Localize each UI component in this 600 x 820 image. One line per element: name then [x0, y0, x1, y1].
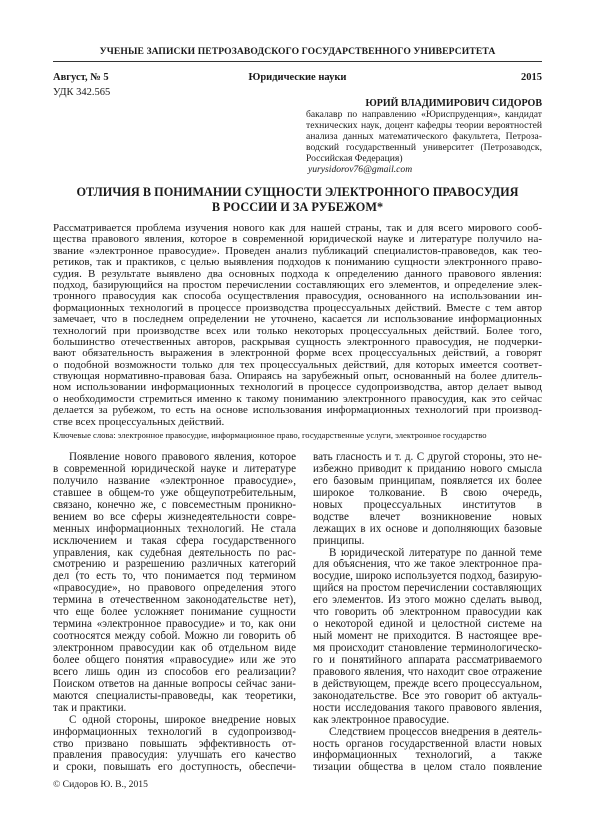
text-line: В юридической литературе по данной теме — [329, 547, 542, 559]
text-line: в современной юридической науке и литературе — [53, 463, 296, 475]
text-line: новых процессуальных институтов в — [313, 499, 542, 511]
text-line: его базовым принципам, появляется их более — [313, 475, 542, 487]
text-line: информационных технологий в судопроизвод- — [53, 726, 296, 738]
text-line: дел (то есть то, что понимается под термином — [53, 571, 296, 583]
text-line: управления, как судебная деятельность по рас- — [53, 547, 296, 559]
text-line: го и понятийного аппарата рассматриваемого — [313, 654, 542, 666]
text-line: С одной стороны, широкое внедрение новых — [69, 714, 296, 726]
text-line: ствующая нормативно-правовая база. Опираясь на зарубежный опыт, основанный на более длитель- — [53, 371, 542, 383]
text-line: «правосудие», но правового определения этого — [53, 583, 296, 595]
text-line: ности исследования такого правового явления, — [313, 702, 542, 714]
title-line: В РОССИИ И ЗА РУБЕЖОМ* — [211, 200, 384, 214]
text-line: подход, базирующийся на простом перечислении составляющих его элементов, и определение элек- — [53, 279, 542, 291]
author-email[interactable]: yurysidorov76@gmail.com — [308, 164, 413, 175]
affiliation-line: бакалавр по направлению «Юриспруденция», кандидат — [306, 109, 542, 120]
text-line: менных информационных технологий. Не стала — [53, 523, 296, 535]
text-line: лежащих в их основе и дополняющих базовые — [313, 523, 542, 535]
text-line: так и практики. — [53, 702, 127, 714]
text-line: Рассматривается проблема изучения нового как для нашей страны, так и для всего мирового сооб- — [53, 223, 542, 234]
text-line: тизации общества в целом стало появление — [313, 762, 542, 774]
text-line: большинство отечественных авторов, раскрывая сущность электронного правосудия, не подчерки- — [53, 336, 542, 348]
text-line: Появление нового правового явления, которое — [69, 452, 296, 463]
left-column — [53, 452, 296, 774]
text-line: и сроки, повышать его доступность, обеспечи- — [53, 762, 296, 774]
text-line: что еще более усложняет понимание сущности — [53, 607, 296, 619]
journal-title: УЧЕНЫЕ ЗАПИСКИ ПЕТРОЗАВОДСКОГО ГОСУДАРСТВЕННОГО УНИВЕРСИТЕТА — [99, 46, 496, 57]
text-line: стве всех процессуальных действий. — [53, 416, 225, 428]
copyright: © Сидоров Ю. В., 2015 — [53, 779, 148, 790]
issue-label: Август, № 5 — [53, 72, 109, 83]
text-line: щества правового явления, которое в современной юридической науке и литературе получило на- — [53, 234, 542, 246]
text-line: соотносятся между собой. Можно ли говорить об — [53, 631, 296, 643]
text-line: что говорить об электронном правосудии как — [313, 607, 542, 619]
text-line: маются специалисты-правоведы, как теоретики, — [53, 690, 296, 702]
text-line: информационных технологий, а также — [313, 750, 542, 762]
text-line: водстве влечет возникновение новых — [313, 511, 542, 523]
text-line: Следствием процессов внедрения в деятель- — [329, 726, 542, 738]
text-line: восудие, широко используется подход, базирую- — [313, 571, 542, 583]
text-line: как электронное правосудие. — [313, 714, 450, 726]
text-line: о некоторой единой и целостной системе на — [313, 619, 542, 631]
text-line: широкое толкование. В свою очередь, — [313, 487, 542, 499]
keywords: Ключевые слова: электронное правосудие, информационное право, государственные услуги, электронное государство — [53, 430, 487, 440]
text-line: мя происходит становление терминологическо- — [313, 643, 542, 654]
text-line: смотрению и разрешению различных категорий — [53, 559, 296, 571]
text-line: ном использовании информационных технологий в процессе судопроизводства, автор делает вывод — [53, 382, 542, 394]
affiliation-line: водский государственный университет (Петрозаводск, — [306, 142, 542, 153]
right-column — [313, 452, 542, 774]
text-line: связано, конечно же, с повсеместным проникно- — [53, 499, 296, 511]
text-line: вают обязательность выражения в электронной форме всех процессуальных действий, а говорят — [53, 348, 542, 360]
year-label: 2015 — [521, 72, 542, 83]
header-divider — [53, 61, 542, 62]
text-line: вать гласность и т. д. С другой стороны, это не- — [313, 452, 542, 463]
text-line: щийся на простом перечислении составляющих — [313, 583, 542, 595]
text-line: его элементов. Из этого можно сделать вывод, — [313, 595, 542, 607]
text-line: электронном правосудии как об отдельном виде — [53, 643, 296, 654]
text-line: правового явления, что находит свое отражение — [313, 666, 542, 678]
text-line: получило название «электронное правосудие», — [53, 475, 296, 487]
text-line: замечает, что в последнем определении не уточнено, касается ли использование информационных — [53, 314, 542, 326]
text-line: Поиском ответов на данные вопросы сейчас зани- — [53, 678, 296, 690]
text-line: избежно приводит к приданию нового смысла — [313, 463, 542, 475]
text-line: правления правосудия: улучшать его качество — [53, 750, 296, 762]
text-line: принципы. — [313, 535, 365, 547]
text-line: ство призвано повышать эффективность от- — [53, 738, 296, 750]
udk-code: УДК 342.565 — [53, 87, 111, 98]
text-line: тронного правосудия как способа осуществления правосудия, основанного на использовании ин- — [53, 291, 542, 303]
author-name: ЮРИЙ ВЛАДИМИРОВИЧ СИДОРОВ — [365, 98, 542, 109]
abstract — [53, 223, 542, 428]
text-line: технологий при производстве всех или только некоторых процессуальных действий. Более того, — [53, 325, 542, 337]
text-line: судия. В результате выявлено два основных подхода к определению данного правового явления: — [53, 268, 542, 280]
text-line: делается за рубежом, то есть на основе использования информационных технологий при производ- — [53, 405, 542, 417]
text-line: ность органов государственной власти новых — [313, 738, 542, 750]
text-line: более общего понятия «правосудие» или же это — [53, 654, 296, 666]
text-line: в действующем, прежде всего процессуальном, — [313, 678, 542, 690]
affiliation-line: технических наук, доцент кафедры теории вероятностей — [306, 120, 542, 131]
article-title — [53, 185, 542, 215]
text-line: законодательстве. Все это говорит об актуаль- — [313, 690, 542, 702]
section-label: Юридические науки — [248, 72, 347, 83]
text-line: термина «электронное правосудие» и то, как они — [53, 619, 296, 631]
text-line: о необходимости стремиться именно к такому пониманию электронного правосудия, как это сейчас — [53, 393, 542, 405]
text-line: ретиков, так и практиков, с целью выявления подходов к пониманию сущности электронного право- — [53, 257, 542, 269]
text-line: для объяснения, что же такое электронное пра- — [313, 559, 542, 571]
author-affiliation — [306, 109, 542, 164]
text-line: вением во все сферы жизнедеятельности совре- — [53, 511, 296, 523]
text-line: ный момент не приходится. В настоящее вре- — [313, 631, 542, 643]
text-line: ставшее в общем-то уже общеупотребительным, — [53, 487, 296, 499]
text-line: термина в отечественном законодательстве нет), — [53, 595, 296, 607]
affiliation-line: анализа данных математического факультета, Петроза- — [306, 131, 542, 142]
text-line: о подобной возможности только для тех процессуальных действий, для которых имеется соответ- — [53, 359, 542, 371]
title-line: ОТЛИЧИЯ В ПОНИМАНИИ СУЩНОСТИ ЭЛЕКТРОННОГО ПРАВОСУДИЯ — [76, 185, 519, 199]
text-line: формационных технологий в процессе производства процессуальных действий. Вместе с тем автор — [53, 302, 542, 314]
text-line: всего лишь один из способов его реализации? — [53, 666, 296, 678]
affiliation-line: Российская Федерация) — [306, 153, 403, 164]
text-line: исключением и такая сфера государственного — [53, 535, 296, 547]
text-line: звание «электронное правосудие». Проведен анализ публикаций специалистов-правоведов, как тео- — [53, 245, 542, 257]
